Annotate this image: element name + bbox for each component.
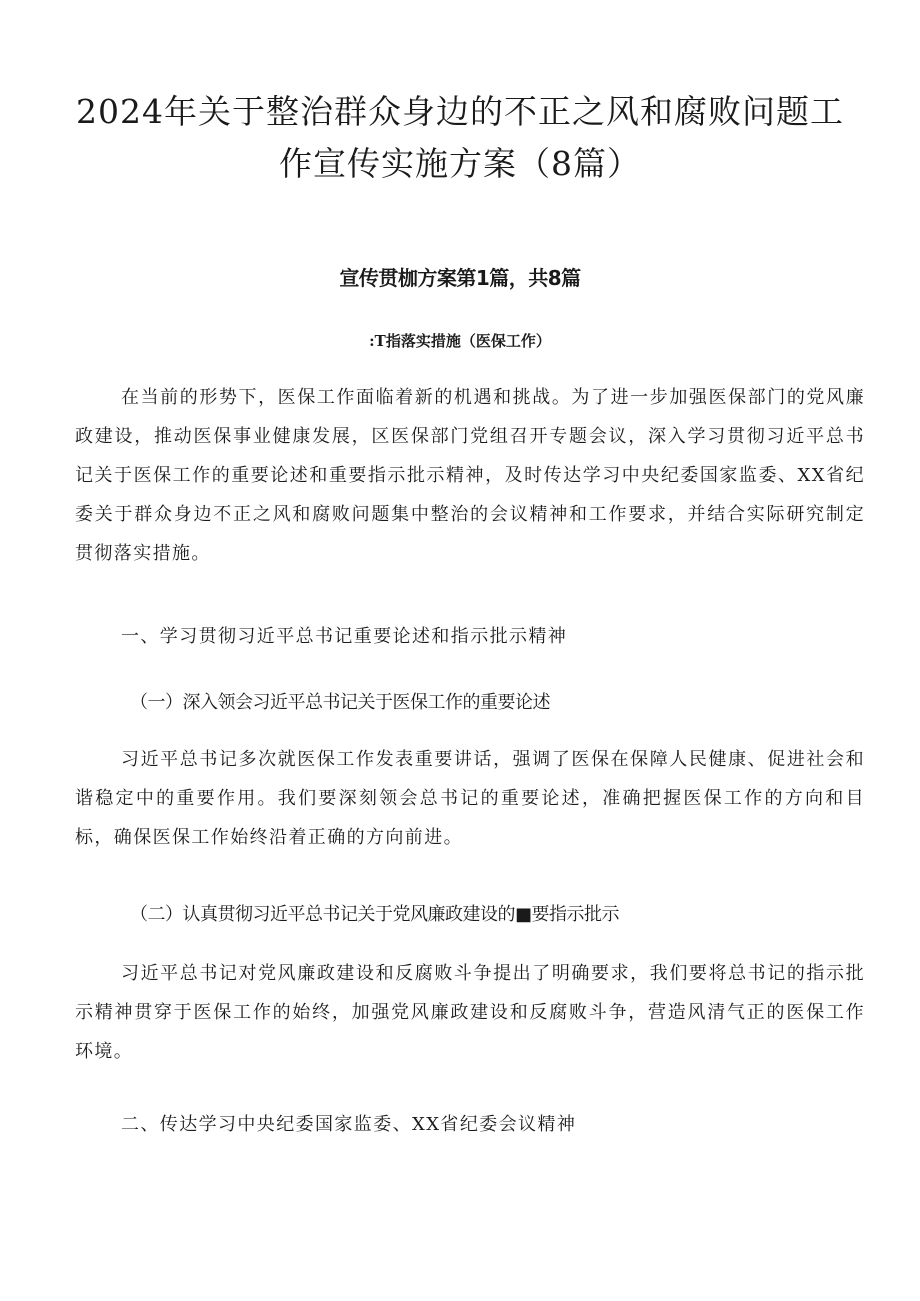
chapter-heading: 宣传贯枷方案第1篇，共8篇 <box>339 266 581 290</box>
section-heading-1: 一、学习贯彻习近平总书记重要论述和指示批示精神 <box>121 626 568 647</box>
paragraph-intro: 在当前的形势下，医保工作面临着新的机遇和挑战。为了进一步加强医保部门的党风廉政建设，推动医保事业健康发展，区医保部门党组召开专题会议，深入学习贯彻习近平总书记关于医保工作的重要论述和重要指示批示精神，及时传达学习中央纪委国家监委、XX省纪委关于群众身边不正之风和腐败问题集中整治的会议精神和工作要求，并结合实际研究制定贯彻落实措施。 <box>75 387 865 564</box>
paragraph-3: 习近平总书记对党风廉政建设和反腐败斗争提出了明确要求，我们要将总书记的指示批示精神贯穿于医保工作的始终，加强党风廉政建设和反腐败斗争，营造风清气正的医保工作环境。 <box>75 963 865 1062</box>
document-title: 2024年关于整治群众身边的不正之风和腐败问题工作宣传实施方案（8篇） <box>76 92 844 183</box>
subsection-heading-1: （一）深入领会习近平总书记关于医保工作的重要论述 <box>130 692 550 713</box>
subsection-heading-2: （二）认真贯彻习近平总书记关于党风廉政建设的■要指示批示 <box>130 904 620 925</box>
section-heading-2: 二、传达学习中央纪委国家监委、XX省纪委会议精神 <box>121 1114 577 1135</box>
sub-heading: :T指落实措施（医保工作） <box>369 332 551 350</box>
paragraph-2: 习近平总书记多次就医保工作发表重要讲话，强调了医保在保障人民健康、促进社会和谐稳定中的重要作用。我们要深刻领会总书记的重要论述，准确把握医保工作的方向和目标，确保医保工作始终沿着正确的方向前进。 <box>75 749 865 848</box>
